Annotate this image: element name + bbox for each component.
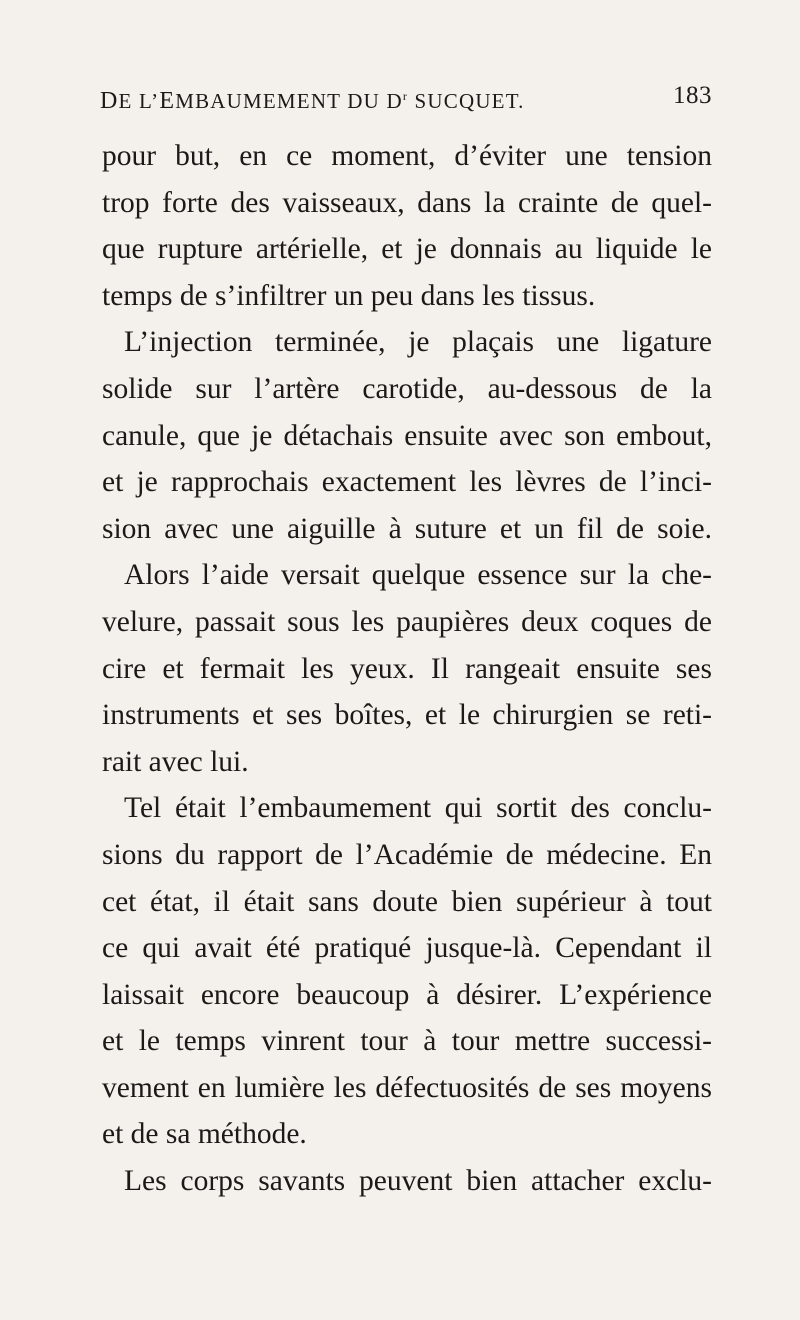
- text-line: instruments et ses boîtes, et le chirurgien se reti-: [102, 699, 712, 732]
- running-title-part: S: [408, 89, 428, 113]
- body-text: [102, 133, 712, 1205]
- running-title-part: E L’: [118, 89, 160, 113]
- text-line: canule, que je détachais ensuite avec son embout,: [102, 419, 712, 452]
- text-line: cire et fermait les yeux. Il rangeait ensuite ses: [102, 652, 712, 685]
- text-line: que rupture artérielle, et je donnais au liquide le: [102, 233, 712, 266]
- running-title-part: MBAUMEMENT DU D: [175, 89, 403, 113]
- running-title-part: UCQUET.: [427, 89, 525, 113]
- text-line: L’injection terminée, je plaçais une ligature: [124, 326, 712, 359]
- text-line: Tel était l’embaumement qui sortit des conclu-: [124, 792, 712, 825]
- text-line: trop forte des vaisseaux, dans la crainte de quel-: [102, 186, 712, 219]
- text-line: Les corps savants peuvent bien attacher exclu-: [124, 1165, 712, 1198]
- text-line: et je rapprochais exactement les lèvres de l’inci-: [102, 466, 712, 499]
- page-number: 183: [673, 82, 712, 109]
- text-line: Alors l’aide versait quelque essence sur la che-: [124, 559, 712, 592]
- text-line: cet état, il était sans doute bien supérieur à tout: [102, 885, 712, 918]
- text-line: rait avec lui.: [102, 745, 249, 778]
- text-line: temps de s’infiltrer un peu dans les tissus.: [102, 279, 596, 312]
- text-line: velure, passait sous les paupières deux coques de: [102, 605, 712, 638]
- running-title-initial: E: [159, 88, 176, 114]
- text-line: laissait encore beaucoup à désirer. L’expérience: [102, 978, 712, 1011]
- text-line: et de sa méthode.: [102, 1118, 307, 1151]
- text-line: ce qui avait été pratiqué jusque-là. Cependant il: [102, 932, 712, 965]
- running-head: [100, 80, 712, 112]
- running-title-initial: D: [100, 88, 119, 114]
- running-title: [100, 80, 525, 117]
- text-line: solide sur l’artère carotide, au-dessous de la: [102, 372, 712, 405]
- text-line: pour but, en ce moment, d’éviter une tension: [102, 140, 712, 172]
- text-line: sion avec une aiguille à suture et un fil de soie.: [102, 512, 712, 545]
- text-line: sions du rapport de l’Académie de médecine. En: [102, 838, 712, 871]
- text-line: vement en lumière les défectuosités de ses moyens: [102, 1071, 712, 1104]
- text-line: et le temps vinrent tour à tour mettre successi-: [102, 1025, 712, 1058]
- running-title-superscript: r: [402, 89, 409, 103]
